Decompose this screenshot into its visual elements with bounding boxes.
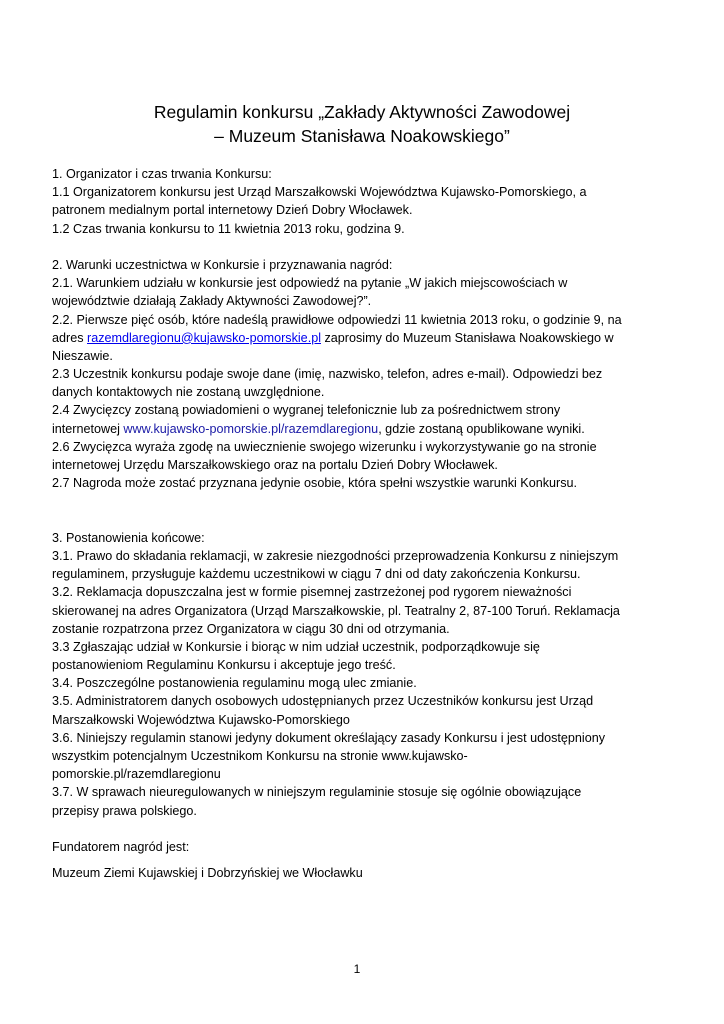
email-link[interactable]: razemdlaregionu@kujawsko-pomorskie.pl — [87, 330, 321, 345]
paragraph-2-1-line-1: 2.1. Warunkiem udziału w konkursie jest odpowiedź na pytanie „W jakich miejscowościach w — [52, 276, 568, 291]
spacer — [52, 511, 672, 529]
paragraph-2-2-line-3: Nieszawie. — [52, 348, 113, 363]
paragraph-3-2-line-2: skierowanej na adres Organizatora (Urząd Marszałkowskie, pl. Teatralny 2, 87-100 Toruń. Reklamacja — [52, 603, 620, 618]
paragraph-3-6-line-3: pomorskie.pl/razemdlaregionu — [52, 767, 221, 782]
paragraph-3-7-line-2: przepisy prawa polskiego. — [52, 803, 197, 818]
paragraph-3-5-line-1: 3.5. Administratorem danych osobowych udostępnianych przez Uczestników konkursu jest Urząd — [52, 694, 594, 709]
paragraph-3-2-line-1: 3.2. Reklamacja dopuszczalna jest w formie pisemnej zastrzeżonej pod rygorem nieważności — [52, 585, 572, 600]
paragraph-1-1-line-2: patronem medialnym portal internetowy Dzień Dobry Włocławek. — [52, 203, 413, 218]
paragraph-3-4: 3.4. Poszczególne postanowienia regulaminu mogą ulec zmianie. — [52, 676, 417, 691]
paragraph-1-2: 1.2 Czas trwania konkursu to 11 kwietnia 2013 roku, godzina 9. — [52, 221, 405, 236]
spacer — [52, 238, 672, 256]
paragraph-2-2-suffix: zaprosimy do Muzeum Stanisława Noakowskiego w — [321, 330, 614, 345]
paragraph-3-1-line-2: regulaminem, przysługuje każdemu uczestnikowi w ciągu 7 dni od daty zakończenia Konkursu. — [52, 567, 581, 582]
paragraph-2-3-line-1: 2.3 Uczestnik konkursu podaje swoje dane (imię, nazwisko, telefon, adres e-mail). Odpowiedzi bez — [52, 367, 603, 382]
spacer — [52, 492, 672, 510]
section-3-heading: 3. Postanowienia końcowe: — [52, 530, 205, 545]
document-body — [52, 165, 672, 882]
website-link[interactable]: www.kujawsko-pomorskie.pl/razemdlaregionu — [123, 421, 379, 436]
paragraph-2-4-suffix: , gdzie zostaną opublikowane wyniki. — [378, 421, 585, 436]
paragraph-3-2-line-3: zostanie rozpatrzona przez Organizatora w ciągu 30 dni od otrzymania. — [52, 621, 450, 636]
spacer — [52, 856, 672, 864]
paragraph-2-1-line-2: województwie działają Zakłady Aktywności Zawodowej?”. — [52, 294, 372, 309]
title-line-2: – Muzeum Stanisława Noakowskiego” — [214, 126, 510, 146]
funding-name: Muzeum Ziemi Kujawskiej i Dobrzyńskiej we Włocławku — [52, 866, 363, 881]
paragraph-3-6-line-2: wszystkim potencjalnym Uczestnikom Konkursu na stronie www.kujawsko- — [52, 749, 468, 763]
section-2-heading: 2. Warunki uczestnictwa w Konkursie i przyznawania nagród: — [52, 257, 393, 272]
paragraph-2-6-line-1: 2.6 Zwycięzca wyraża zgodę na uwiecznienie swojego wizerunku i wykorzystywanie go na stronie — [52, 439, 597, 454]
paragraph-2-6-line-2: internetowej Urzędu Marszałkowskiego oraz na portalu Dzień Dobry Włocławek. — [52, 458, 498, 472]
paragraph-2-4-line-1: 2.4 Zwycięzcy zostaną powiadomieni o wygranej telefonicznie lub za pośrednictwem strony — [52, 403, 561, 418]
funding-label: Fundatorem nagród jest: — [52, 839, 190, 854]
paragraph-1-1-line-1: 1.1 Organizatorem konkursu jest Urząd Marszałkowski Województwa Kujawsko-Pomorskiego, a — [52, 185, 587, 200]
paragraph-2-3-line-2: danych kontaktowych nie zostaną uwzględnione. — [52, 385, 325, 400]
paragraph-2-4-prefix: internetowej — [52, 421, 124, 436]
paragraph-2-2-line-1: 2.2. Pierwsze pięć osób, które nadeślą prawidłowe odpowiedzi 11 kwietnia 2013 roku, o godzinie 9, na — [52, 312, 622, 327]
page-number: 1 — [353, 962, 361, 976]
page-title — [52, 100, 672, 148]
title-line-1: Regulamin konkursu „Zakłady Aktywności Zawodowej — [153, 102, 571, 122]
section-1-heading: 1. Organizator i czas trwania Konkursu: — [52, 167, 272, 181]
paragraph-3-6-line-1: 3.6. Niniejszy regulamin stanowi jedyny dokument określający zasady Konkursu i jest udostępniony — [52, 730, 606, 745]
spacer — [52, 820, 672, 838]
paragraph-3-3-line-1: 3.3 Zgłaszając udział w Konkursie i biorąc w nim udział uczestnik, podporządkowuje się — [52, 639, 540, 654]
paragraph-3-1-line-1: 3.1. Prawo do składania reklamacji, w zakresie niezgodności przeprowadzenia Konkursu z niniejszym — [52, 548, 619, 563]
paragraph-3-5-line-2: Marszałkowski Województwa Kujawsko-Pomorskiego — [52, 712, 350, 727]
paragraph-3-3-line-2: postanowieniom Regulaminu Konkursu i akceptuje jego treść. — [52, 658, 396, 673]
paragraph-2-7: 2.7 Nagroda może zostać przyznana jedynie osobie, która spełni wszystkie warunki Konkursu. — [52, 476, 578, 491]
paragraph-3-7-line-1: 3.7. W sprawach nieuregulowanych w niniejszym regulaminie stosuje się ogólnie obowiązujące — [52, 785, 582, 800]
paragraph-2-2-prefix: adres — [52, 330, 88, 345]
paragraph-2-4-line-2 — [52, 420, 672, 438]
paragraph-2-2-line-2 — [52, 329, 672, 347]
